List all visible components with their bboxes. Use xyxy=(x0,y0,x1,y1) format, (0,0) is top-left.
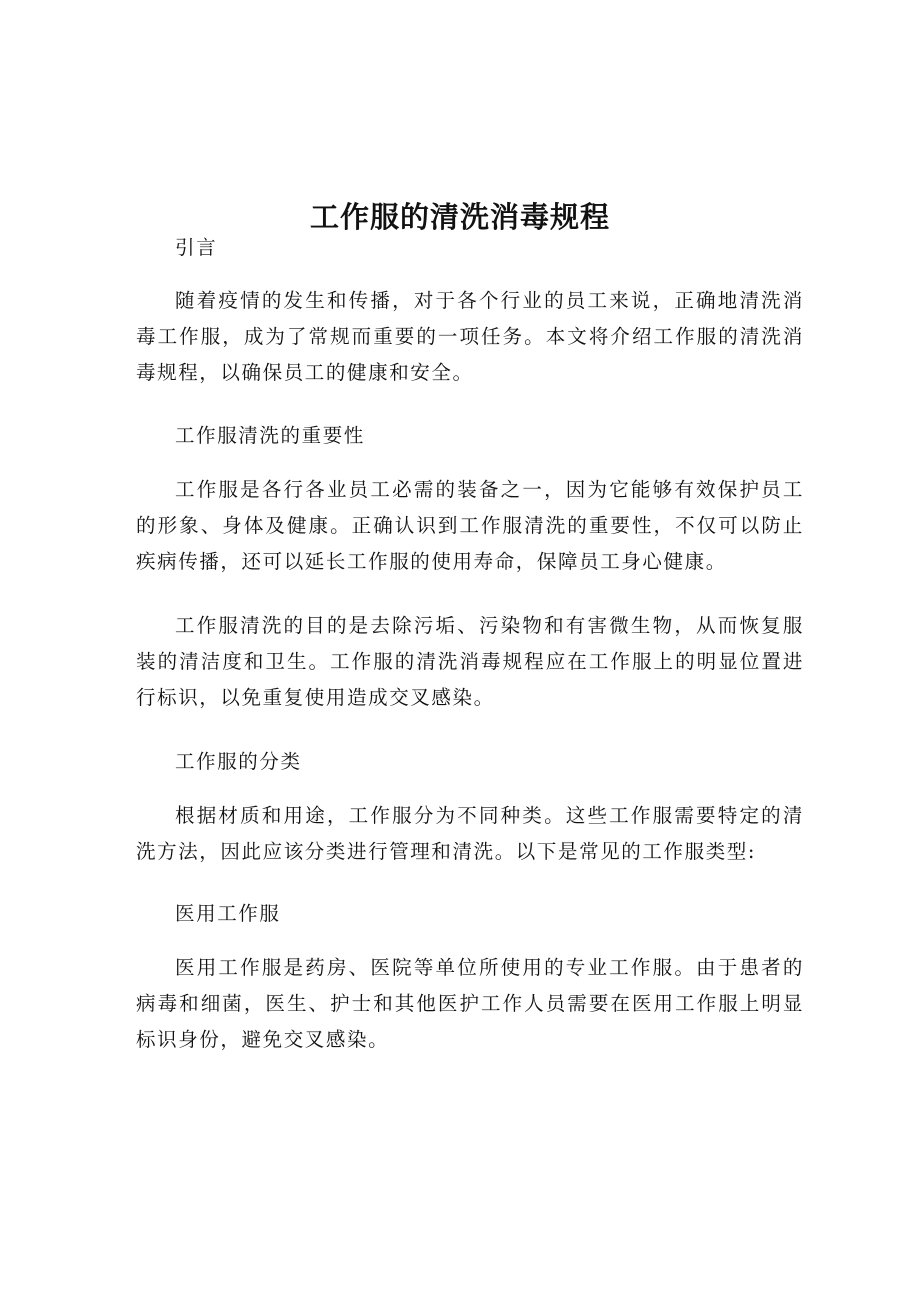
document-title: 工作服的清洗消毒规程 xyxy=(309,200,610,235)
section-heading-classification: 工作服的分类 xyxy=(175,750,302,773)
section-heading-intro: 引言 xyxy=(175,236,218,259)
section-heading-importance: 工作服清洗的重要性 xyxy=(175,424,365,447)
paragraph-importance-1: 工作服是各行各业员工必需的装备之一，因为它能够有效保护员工的形象、身体及健康。正确认识到工作服清洗的重要性，不仅可以防止疾病传播，还可以延长工作服的使用寿命，保障员工身心健康。 xyxy=(136,478,804,573)
paragraph-importance-2: 工作服清洗的目的是去除污垢、污染物和有害微生物，从而恢复服装的清洁度和卫生。工作服的清洗消毒规程应在工作服上的明显位置进行标识，以免重复使用造成交叉感染。 xyxy=(136,614,804,709)
paragraph-medical: 医用工作服是药房、医院等单位所使用的专业工作服。由于患者的病毒和细菌，医生、护士和其他医护工作人员需要在医用工作服上明显标识身份，避免交叉感染。 xyxy=(136,956,804,1051)
paragraph-intro: 随着疫情的发生和传播，对于各个行业的员工来说，正确地清洗消毒工作服，成为了常规而重要的一项任务。本文将介绍工作服的清洗消毒规程，以确保员工的健康和安全。 xyxy=(136,289,804,384)
paragraph-classification: 根据材质和用途，工作服分为不同种类。这些工作服需要特定的清洗方法，因此应该分类进行管理和清洗。以下是常见的工作服类型: xyxy=(136,804,804,863)
section-heading-medical: 医用工作服 xyxy=(175,902,281,925)
